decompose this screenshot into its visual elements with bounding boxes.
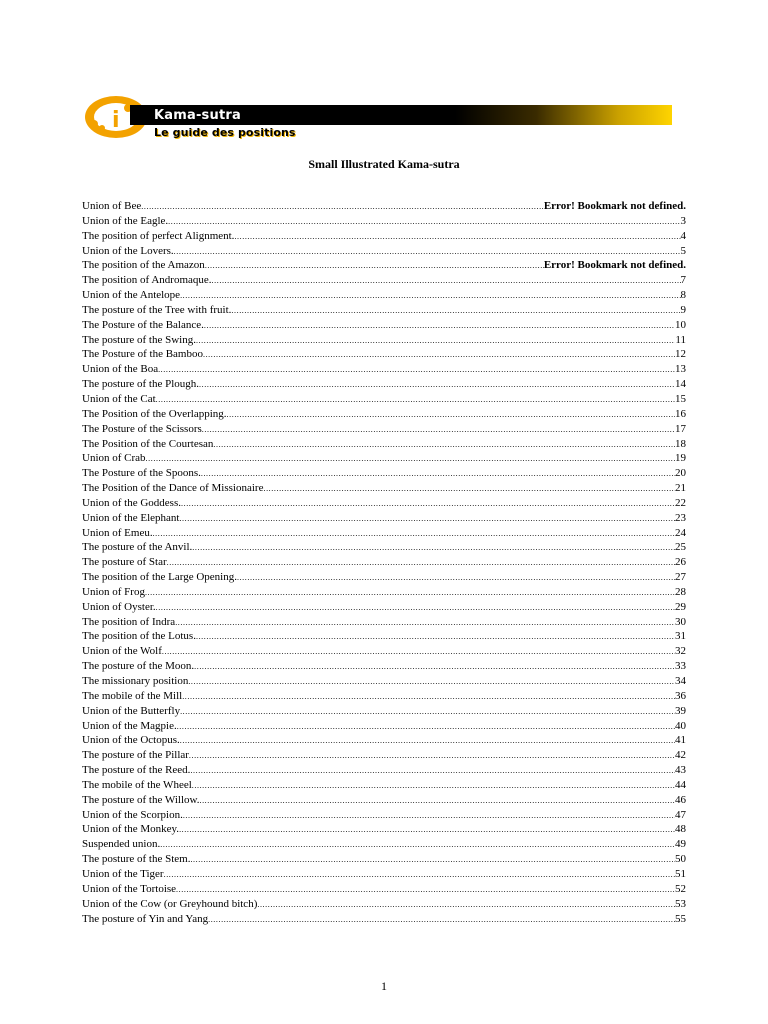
toc-entry[interactable]: [82, 629, 686, 644]
banner-title: Kama-sutra: [154, 108, 241, 123]
toc-entry-page[interactable]: 52: [675, 882, 686, 895]
toc-entry-page[interactable]: 28: [675, 585, 686, 598]
toc-entry-label[interactable]: The posture of the Stem.: [82, 853, 191, 866]
toc-leader-dots: [156, 393, 675, 408]
toc-entry[interactable]: [82, 258, 686, 273]
toc-entry-page[interactable]: 30: [675, 615, 686, 628]
toc-entry-page[interactable]: 19: [675, 452, 686, 465]
toc-entry[interactable]: [82, 377, 686, 392]
toc-entry-page[interactable]: 44: [675, 778, 686, 791]
toc-entry-page[interactable]: 15: [675, 392, 686, 405]
toc-entry-page[interactable]: 13: [675, 363, 686, 376]
toc-entry-page[interactable]: 10: [675, 318, 686, 331]
toc-entry-label[interactable]: The posture of the Reed.: [82, 764, 191, 777]
toc-leader-dots: [192, 779, 675, 794]
toc-entry-page[interactable]: 39: [675, 704, 686, 717]
toc-leader-dots: [234, 230, 680, 245]
toc-entry[interactable]: [82, 837, 686, 852]
toc-entry-page[interactable]: 26: [675, 556, 686, 569]
toc-entry[interactable]: [82, 466, 686, 481]
toc-entry-label[interactable]: The missionary position: [82, 675, 189, 687]
toc-entry[interactable]: [82, 644, 686, 659]
toc-entry-page[interactable]: 11: [675, 333, 686, 346]
toc-entry-label[interactable]: Union of the Antelope: [82, 289, 181, 302]
toc-entry-label[interactable]: The posture of the Tree with fruit.: [82, 303, 232, 316]
toc-entry[interactable]: [82, 481, 686, 496]
toc-entry-label[interactable]: The Position of the Dance of Missionaire: [82, 482, 264, 495]
toc-leader-dots: [183, 809, 675, 824]
toc-entry[interactable]: [82, 585, 686, 600]
toc-leader-dots: [203, 348, 675, 363]
toc-entry-label[interactable]: Union of Bee: [82, 200, 142, 212]
toc-entry-label[interactable]: Union of the Eagle.: [82, 214, 169, 227]
toc-entry-label[interactable]: The mobile of the Mill: [82, 689, 183, 702]
toc-entry-label[interactable]: The mobile of the Wheel: [82, 778, 192, 791]
toc-leader-dots: [179, 512, 675, 527]
toc-entry-page[interactable]: 51: [675, 867, 686, 880]
toc-entry-label[interactable]: Union of the Monkey.: [82, 823, 180, 836]
toc-leader-dots: [263, 482, 675, 497]
toc-entry-page[interactable]: 21: [675, 482, 686, 495]
toc-entry[interactable]: [82, 496, 686, 511]
toc-leader-dots: [141, 200, 544, 215]
toc-entry[interactable]: [82, 229, 686, 244]
toc-leader-dots: [202, 423, 675, 438]
toc-entry[interactable]: [82, 422, 686, 437]
toc-entry-label[interactable]: Union of the Lovers.: [82, 244, 174, 257]
toc-entry-label[interactable]: The Posture of the Spoons.: [82, 467, 201, 480]
toc-leader-dots: [162, 645, 675, 660]
toc-leader-dots: [174, 245, 681, 260]
toc-entry[interactable]: [82, 392, 686, 407]
header-banner: [82, 92, 672, 144]
toc-entry-page[interactable]: 32: [675, 645, 686, 658]
toc-entry-label[interactable]: The position of the Lotus.: [82, 630, 196, 643]
toc-entry[interactable]: [82, 778, 686, 793]
toc-leader-dots: [192, 541, 675, 556]
toc-entry-page[interactable]: 41: [675, 734, 686, 747]
toc-entry[interactable]: [82, 704, 686, 719]
toc-leader-dots: [181, 497, 675, 512]
toc-entry[interactable]: [82, 347, 686, 362]
toc-entry-label[interactable]: Union of the Magpie.: [82, 719, 177, 732]
toc-entry[interactable]: [82, 526, 686, 541]
toc-entry[interactable]: [82, 362, 686, 377]
toc-entry-page[interactable]: 23: [675, 511, 686, 524]
toc-entry-page[interactable]: 48: [675, 823, 686, 836]
toc-entry[interactable]: [82, 407, 686, 422]
toc-entry-page[interactable]: 7: [680, 274, 686, 287]
document-title: Small Illustrated Kama-sutra: [308, 157, 460, 171]
toc-entry-label[interactable]: The posture of the Swing.: [82, 333, 196, 346]
toc-entry[interactable]: [82, 600, 686, 615]
toc-leader-dots: [227, 408, 675, 423]
toc-entry[interactable]: [82, 689, 686, 704]
toc-entry-label[interactable]: The position of Indra: [82, 615, 176, 628]
toc-entry-label[interactable]: Union of Crab: [82, 452, 146, 465]
toc-leader-dots: [145, 586, 675, 601]
toc-entry-page[interactable]: 22: [675, 496, 686, 509]
toc-leader-dots: [146, 452, 675, 467]
toc-entry[interactable]: [82, 244, 686, 259]
toc-entry-page[interactable]: 18: [675, 437, 686, 450]
toc-entry[interactable]: [82, 748, 686, 763]
toc-leader-dots: [153, 527, 675, 542]
toc-entry-label[interactable]: Union of Oyster.: [82, 600, 156, 613]
toc-entry-label[interactable]: Union of the Elephant: [82, 511, 180, 524]
toc-entry[interactable]: [82, 852, 686, 867]
toc-entry[interactable]: [82, 333, 686, 348]
toc-entry-page[interactable]: 4: [680, 229, 686, 242]
toc-entry[interactable]: [82, 288, 686, 303]
toc-leader-dots: [204, 319, 675, 334]
toc-entry[interactable]: [82, 451, 686, 466]
page-number: 1: [381, 979, 387, 993]
toc-entry[interactable]: [82, 615, 686, 630]
toc-leader-dots: [199, 794, 675, 809]
toc-entry-label[interactable]: The posture of Star: [82, 556, 167, 569]
toc-leader-dots: [188, 675, 675, 690]
toc-leader-dots: [208, 913, 675, 928]
toc-entry-page[interactable]: 53: [675, 897, 686, 910]
toc-entry-label[interactable]: Union of the Wolf: [82, 645, 162, 658]
toc-leader-dots: [212, 274, 681, 289]
toc-entry[interactable]: [82, 318, 686, 333]
toc-leader-dots: [182, 690, 675, 705]
toc-leader-dots: [257, 898, 675, 913]
toc-leader-dots: [213, 438, 675, 453]
toc-entry-page[interactable]: 14: [675, 378, 686, 391]
toc-entry-label[interactable]: Union of Emeu.: [82, 526, 153, 539]
toc-entry[interactable]: [82, 437, 686, 452]
toc-entry-label[interactable]: The position of perfect Alignment.: [82, 229, 235, 242]
toc-entry[interactable]: [82, 793, 686, 808]
banner-subtitle: Le guide des positions: [154, 126, 296, 139]
toc-leader-dots: [160, 838, 675, 853]
toc-leader-dots: [190, 764, 675, 779]
toc-entry-page[interactable]: 36: [675, 689, 686, 702]
toc-entry[interactable]: [82, 511, 686, 526]
toc-entry-label[interactable]: The posture of the Pillar: [82, 749, 189, 762]
toc-leader-dots: [176, 883, 675, 898]
toc-leader-dots: [179, 823, 675, 838]
table-of-contents: [82, 199, 686, 926]
toc-entry-label[interactable]: The position of the Large Opening.: [82, 571, 237, 584]
toc-leader-dots: [237, 571, 675, 586]
toc-entry-page[interactable]: 46: [675, 793, 686, 806]
toc-entry-page[interactable]: 40: [675, 719, 686, 732]
toc-entry-label[interactable]: Union of the Tiger: [82, 867, 164, 880]
toc-entry-label[interactable]: The position of Andromaque.: [82, 274, 212, 287]
logo-letter: i: [112, 108, 120, 133]
toc-entry-page[interactable]: 42: [675, 749, 686, 762]
toc-entry[interactable]: [82, 897, 686, 912]
toc-entry-label[interactable]: Union of the Scorpion.: [82, 808, 183, 821]
toc-entry[interactable]: [82, 674, 686, 689]
toc-entry[interactable]: [82, 882, 686, 897]
toc-entry-label[interactable]: The Position of the Overlapping.: [82, 407, 227, 420]
toc-leader-dots: [168, 215, 680, 230]
toc-leader-dots: [196, 334, 675, 349]
toc-entry-page[interactable]: 49: [675, 838, 686, 851]
toc-entry[interactable]: [82, 719, 686, 734]
toc-entry-page[interactable]: Error! Bookmark not defined.: [543, 200, 686, 212]
toc-entry-label[interactable]: Union of Frog: [82, 585, 145, 598]
toc-entry-label[interactable]: Union of the Boa: [82, 363, 159, 376]
toc-entry-page[interactable]: 20: [675, 467, 686, 480]
toc-entry[interactable]: [82, 273, 686, 288]
toc-entry[interactable]: [82, 659, 686, 674]
toc-entry-label[interactable]: The posture of Yin and Yang: [82, 912, 209, 925]
toc-entry-label[interactable]: Union of the Butterfly: [82, 704, 181, 717]
toc-leader-dots: [201, 467, 675, 482]
toc-entry-label[interactable]: Suspended union.: [82, 838, 161, 851]
toc-entry-label[interactable]: The Position of the Courtesan: [82, 437, 214, 450]
toc-entry-page[interactable]: 3: [680, 214, 686, 227]
toc-leader-dots: [196, 630, 675, 645]
toc-entry-page[interactable]: 34: [675, 675, 686, 687]
toc-entry-label[interactable]: The Posture of the Scissors: [82, 422, 202, 435]
toc-entry-page[interactable]: 8: [680, 289, 686, 302]
toc-entry-label[interactable]: The posture of the Anvil.: [82, 541, 193, 554]
toc-entry[interactable]: [82, 733, 686, 748]
toc-entry-page[interactable]: 43: [675, 764, 686, 777]
toc-leader-dots: [180, 734, 675, 749]
toc-entry[interactable]: [82, 555, 686, 570]
toc-leader-dots: [158, 363, 675, 378]
toc-entry-page[interactable]: 55: [675, 912, 686, 925]
toc-entry[interactable]: [82, 214, 686, 229]
toc-entry-page[interactable]: 17: [675, 422, 686, 435]
toc-entry[interactable]: [82, 867, 686, 882]
toc-leader-dots: [205, 259, 544, 274]
toc-leader-dots: [194, 660, 675, 675]
toc-leader-dots: [175, 616, 675, 631]
toc-leader-dots: [180, 289, 680, 304]
toc-entry[interactable]: [82, 808, 686, 823]
toc-leader-dots: [189, 749, 675, 764]
toc-entry-page[interactable]: 29: [675, 600, 686, 613]
toc-entry-page[interactable]: 24: [675, 526, 686, 539]
toc-entry-label[interactable]: Union of the Cow (or Greyhound bitch): [82, 897, 258, 910]
toc-entry[interactable]: [82, 912, 686, 927]
toc-entry[interactable]: [82, 303, 686, 318]
toc-leader-dots: [180, 705, 675, 720]
toc-entry-page[interactable]: 33: [675, 660, 686, 673]
toc-entry-label[interactable]: The Posture of the Bamboo: [82, 348, 203, 361]
toc-entry[interactable]: [82, 540, 686, 555]
toc-entry-page[interactable]: 31: [675, 630, 686, 643]
toc-entry-label[interactable]: The Posture of the Balance.: [82, 318, 204, 331]
toc-entry-label[interactable]: The posture of the Plough.: [82, 378, 200, 391]
toc-leader-dots: [199, 378, 675, 393]
toc-leader-dots: [164, 868, 675, 883]
toc-entry-page[interactable]: 5: [680, 244, 686, 257]
toc-entry-label[interactable]: Union of the Octopus.: [82, 734, 180, 747]
toc-entry[interactable]: [82, 570, 686, 585]
toc-entry-page[interactable]: 27: [675, 571, 686, 584]
toc-leader-dots: [231, 304, 680, 319]
toc-entry-label[interactable]: Union of the Tortoise: [82, 882, 177, 895]
toc-entry-page[interactable]: 16: [675, 407, 686, 420]
toc-entry-label[interactable]: Union of the Goddess.: [82, 496, 181, 509]
toc-entry-label[interactable]: The posture of the Willow.: [82, 793, 200, 806]
toc-entry-label[interactable]: The posture of the Moon.: [82, 660, 195, 673]
toc-entry-label[interactable]: Union of the Cat: [82, 392, 156, 405]
toc-leader-dots: [177, 720, 675, 735]
toc-leader-dots: [156, 601, 675, 616]
toc-entry-page[interactable]: 50: [675, 853, 686, 866]
toc-entry-label[interactable]: The position of the Amazon: [82, 259, 205, 272]
toc-entry[interactable]: [82, 822, 686, 837]
toc-leader-dots: [190, 853, 675, 868]
toc-entry[interactable]: [82, 763, 686, 778]
toc-entry-page[interactable]: 25: [675, 541, 686, 554]
toc-entry-page[interactable]: 47: [675, 808, 686, 821]
toc-entry-page[interactable]: 12: [675, 348, 686, 361]
toc-leader-dots: [167, 556, 675, 571]
toc-entry[interactable]: [82, 199, 686, 214]
toc-entry-page[interactable]: 9: [680, 303, 686, 316]
toc-entry-page[interactable]: Error! Bookmark not defined.: [543, 259, 686, 272]
